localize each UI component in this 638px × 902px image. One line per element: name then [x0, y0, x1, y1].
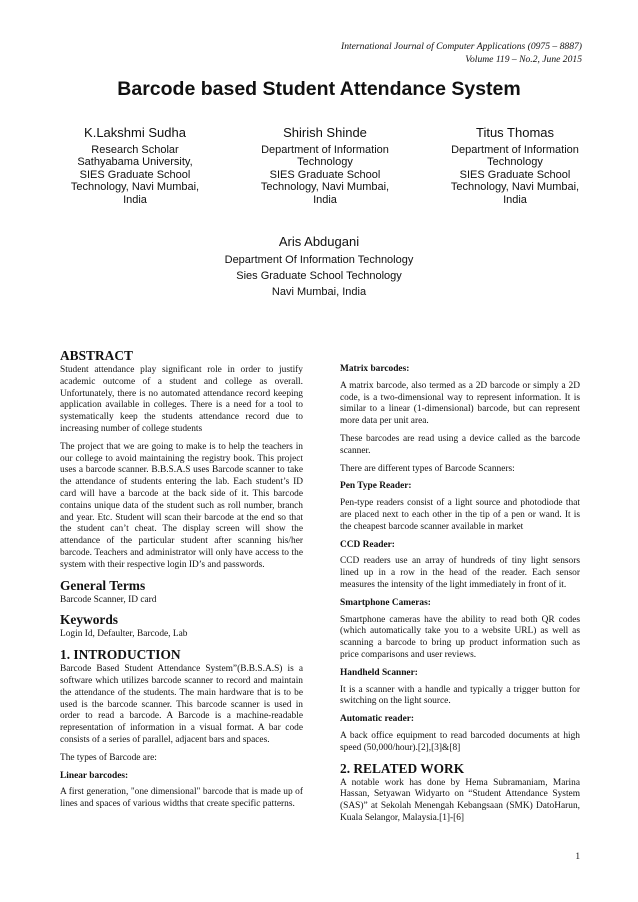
author-block — [60, 127, 590, 206]
author-affiliation: Sies Graduate School Technology — [236, 270, 402, 282]
author-name: Titus Thomas — [475, 125, 555, 140]
journal-header — [341, 40, 582, 66]
author-affiliation: Technology, Navi Mumbai, — [70, 181, 200, 193]
author-affiliation: SIES Graduate School — [79, 168, 191, 181]
journal-name: International Journal of Computer Applications (0975 – 8887) — [341, 41, 582, 52]
author-affiliation: Department of Information — [451, 143, 579, 156]
author-affiliation: Sathyabama University, — [77, 156, 193, 168]
linear-barcodes-text: A first generation, "one dimensional" barcode that is made up of lines and spaces of various widths that create specific patterns. — [60, 787, 303, 810]
author-affiliation: Department of Information — [261, 143, 389, 156]
author-affiliation: Research Scholar — [91, 143, 179, 156]
author-affiliation: India — [503, 193, 527, 206]
handheld-heading: Handheld Scanner: — [340, 667, 418, 678]
author-affiliation: Technology — [297, 156, 353, 168]
author-affiliation: India — [313, 193, 337, 206]
page-number: 1 — [575, 852, 580, 862]
matrix-paragraph: A matrix barcode, also termed as a 2D barcode or simply a 2D code, is a two-dimensional way to represent information. It is similar to a linear (1-dimensional) barcode, but can represent more data per unit area. — [340, 380, 580, 427]
keywords-heading: Keywords — [60, 612, 119, 628]
matrix-barcodes-heading: Matrix barcodes: — [340, 364, 410, 374]
author-affiliation: Technology — [487, 156, 543, 168]
pen-reader-text: Pen-type readers consist of a light source and photodiode that are placed next to each other in the tip of a pen or wand. It is the cheapest barcode scanner available in market — [340, 498, 580, 532]
abstract-paragraph: Student attendance play significant role in order to justify academic outcome of a student and college as overall. Unfortunately, there is no automated attendance record keeping application available in colleges. There is a need for a tool to systematically keep the students attendance record due to increasing number of college students — [60, 365, 303, 434]
abstract-heading: ABSTRACT — [60, 348, 133, 363]
handheld-text: It is a scanner with a handle and typically a trigger button for switching on the light source. — [340, 684, 580, 707]
paper-title: Barcode based Student Attendance System — [117, 78, 521, 100]
right-column — [340, 364, 580, 831]
author-affiliation: SIES Graduate School — [269, 168, 381, 181]
matrix-paragraph: There are different types of Barcode Scanners: — [340, 463, 515, 474]
author-affiliation: Department Of Information Technology — [224, 254, 414, 266]
author-name: K.Lakshmi Sudha — [84, 125, 186, 140]
linear-barcodes-heading: Linear barcodes: — [60, 770, 129, 781]
automatic-reader-text: A back office equipment to read barcoded documents at high speed (50,000/hour).[2],[3]&[8] — [340, 730, 580, 753]
introduction-heading: 1. INTRODUCTION — [60, 647, 181, 663]
matrix-paragraph: These barcodes are read using a device called as the barcode scanner. — [340, 433, 580, 456]
author-affiliation: India — [123, 193, 147, 206]
general-terms-heading: General Terms — [60, 577, 146, 593]
smartphone-text: Smartphone cameras have the ability to read both QR codes (which automatically take you to a website URL) as well as scanning a barcode to bring up product information such as price comparisons and user reviews. — [340, 614, 580, 660]
author-1 — [60, 127, 210, 206]
automatic-reader-heading: Automatic reader: — [340, 714, 415, 725]
keywords-text: Login Id, Defaulter, Barcode, Lab — [60, 629, 188, 640]
general-terms-text: Barcode Scanner, ID card — [60, 594, 157, 605]
left-column — [60, 348, 303, 817]
author-affiliation: Technology, Navi Mumbai, — [450, 181, 580, 193]
author-3 — [440, 127, 590, 206]
related-work-text: A notable work has done by Hema Subramaniam, Marina Hassan, Setyawan Widyarto on “Student Attendance System (SAS)” at Sekolah Menengah Kebangsaan (SMK) DatoHarun, Kuala Selangor, Malaysia.[1]-[6] — [340, 777, 580, 823]
author-affiliation: Navi Mumbai, India — [271, 286, 367, 298]
author-2 — [250, 127, 400, 206]
related-work-heading: 2. RELATED WORK — [340, 760, 465, 776]
smartphone-heading: Smartphone Cameras: — [340, 597, 431, 608]
ccd-reader-heading: CCD Reader: — [340, 539, 395, 550]
author-affiliation: Technology, Navi Mumbai, — [260, 181, 390, 193]
abstract-paragraph: The project that we are going to make is to help the teachers in our college to avoid maintaining the registry book. This project uses a barcode scanner. B.B.S.A.S uses Barcode scanner to take the attendance of students entering the lab. Each student’s ID card will have a barcode at the back side of it. This barcode contains unique data of the student such as roll number, branch and year. Etc. Student will scan their barcode at the end so that the student can’t cheat. The display screen will show the attendance of the particular student after scanning his/her barcode. Teachers and administrator will only have access to the system with their respective login ID’s and passwords. — [60, 441, 303, 570]
author-4 — [0, 234, 638, 300]
author-affiliation: SIES Graduate School — [459, 168, 571, 181]
ccd-reader-text: CCD readers use an array of hundreds of tiny light sensors lined up in a row in the head of the reader. Each sensor measures the intensity of the light immediately in front of it. — [340, 556, 580, 590]
intro-paragraph: Barcode Based Student Attendance System”(B.B.S.A.S) is a software which utilizes barcode scanner to record and maintain the attendance of the students. The main hardware that is to be used is the barcode scanner. This barcode scanner is used in order to read a barcode. A Barcode is a machine-readable representation of information in a visual format. A bar code consists of a series of parallel, adjacent bars and spaces. — [60, 664, 303, 745]
author-name: Aris Abdugani — [278, 234, 360, 249]
pen-reader-heading: Pen Type Reader: — [340, 481, 412, 492]
journal-volume: Volume 119 – No.2, June 2015 — [465, 54, 582, 65]
author-name: Shirish Shinde — [283, 125, 367, 140]
intro-paragraph: The types of Barcode are: — [60, 752, 157, 763]
